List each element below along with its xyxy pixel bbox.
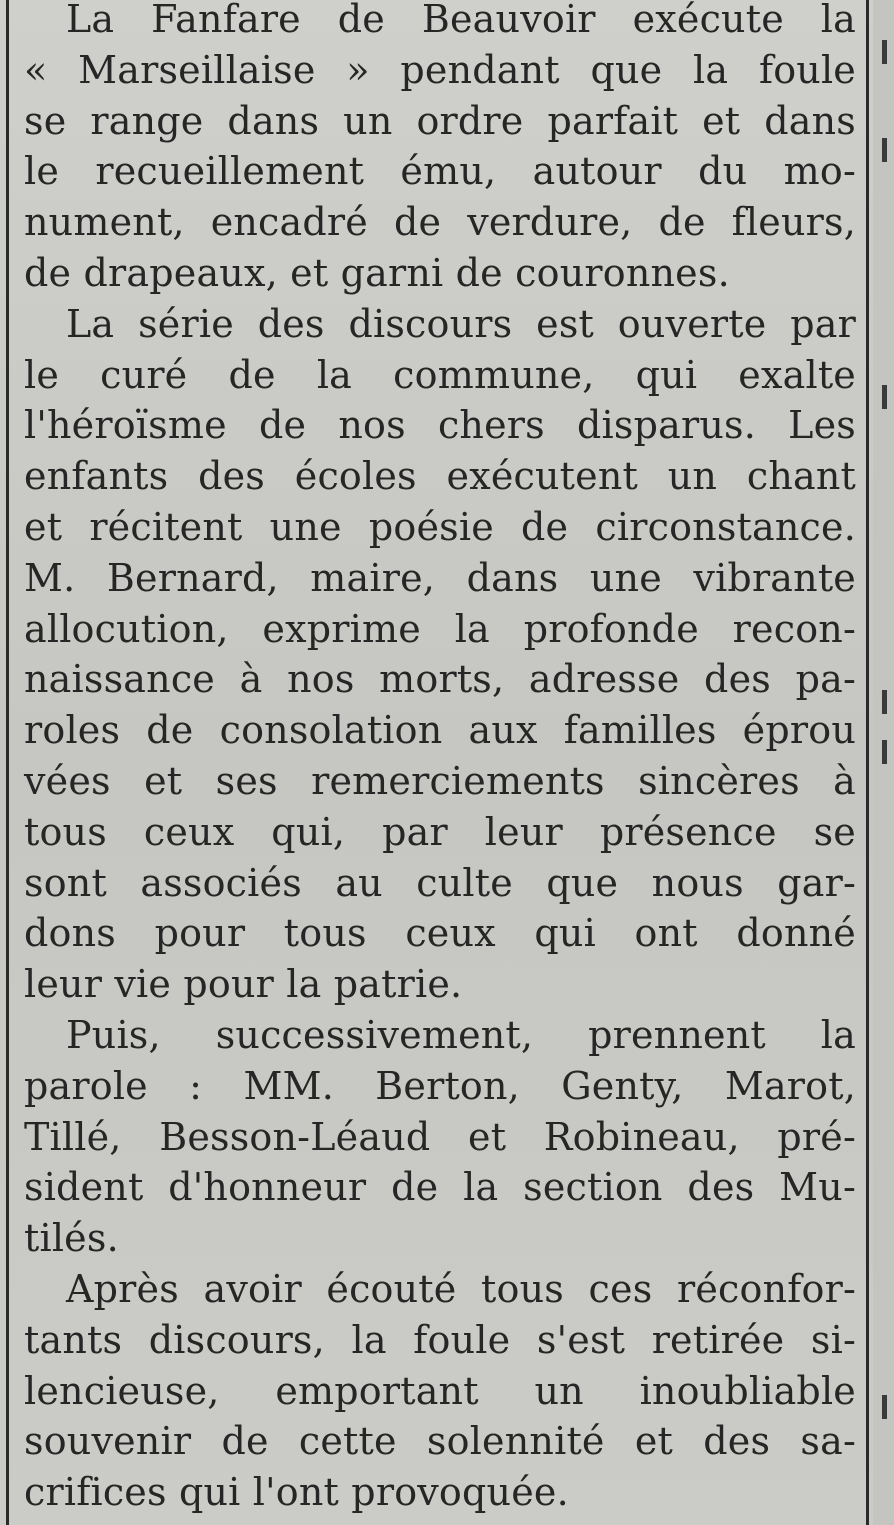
- text-line: Après avoir écouté tous ces réconfor-: [66, 1266, 856, 1311]
- text-line: La série des discours est ouverte par: [66, 301, 856, 346]
- text-line: vées et ses remerciements sincères à: [24, 758, 856, 803]
- text-line: le recueillement ému, autour du mo-: [24, 149, 856, 194]
- text-line: roles de consolation aux familles éprou: [24, 708, 856, 753]
- paragraph: [24, 0, 856, 299]
- text-line: se range dans un ordre parfait et dans: [24, 98, 856, 143]
- text-line: « Marseillaise » pendant que la foule: [24, 47, 856, 92]
- paragraph: [24, 1264, 856, 1518]
- paragraph: [24, 1010, 856, 1264]
- text-line: sont associés au culte que nous gar-: [24, 860, 856, 905]
- text-line: M. Bernard, maire, dans une vibrante: [24, 555, 856, 600]
- text-line: leur vie pour la patrie.: [24, 962, 463, 1007]
- text-line: nument, encadré de verdure, de fleurs,: [24, 200, 856, 245]
- text-line: La Fanfare de Beauvoir exécute la: [66, 0, 856, 41]
- article-body: [24, 0, 856, 1518]
- adjacent-column-mark: [882, 740, 887, 764]
- adjacent-column-mark: [882, 385, 887, 409]
- text-line: et récitent une poésie de circonstance.: [24, 504, 856, 549]
- text-line: tous ceux qui, par leur présence se: [24, 809, 856, 854]
- text-line: le curé de la commune, qui exalte: [24, 352, 856, 397]
- text-line: sident d'honneur de la section des Mu-: [24, 1165, 856, 1210]
- column-rule-right: [866, 0, 869, 1525]
- text-line: naissance à nos morts, adresse des pa-: [24, 657, 856, 702]
- adjacent-column-mark: [882, 40, 887, 64]
- text-line: lencieuse, emportant un inoubliable: [24, 1368, 856, 1413]
- text-line: allocution, exprime la profonde recon-: [24, 606, 856, 651]
- column-rule-left: [6, 0, 9, 1525]
- adjacent-column-mark: [882, 138, 887, 162]
- paragraph: [24, 299, 856, 1010]
- text-line: tants discours, la foule s'est retirée si-: [24, 1317, 856, 1362]
- text-line: de drapeaux, et garni de couronnes.: [24, 250, 730, 295]
- text-line: souvenir de cette solennité et des sa-: [24, 1419, 856, 1464]
- text-line: dons pour tous ceux qui ont donné: [24, 911, 856, 956]
- text-line: Puis, successivement, prennent la: [66, 1012, 856, 1057]
- adjacent-column-mark: [882, 1395, 887, 1419]
- text-line: enfants des écoles exécutent un chant: [24, 454, 856, 499]
- text-line: crifices qui l'ont provoquée.: [24, 1470, 569, 1515]
- adjacent-column-mark: [882, 690, 887, 714]
- text-line: tilés.: [24, 1216, 119, 1261]
- text-line: l'héroïsme de nos chers disparus. Les: [24, 403, 856, 448]
- text-line: Tillé, Besson-Léaud et Robineau, pré-: [24, 1114, 856, 1159]
- text-line: parole : MM. Berton, Genty, Marot,: [24, 1063, 856, 1108]
